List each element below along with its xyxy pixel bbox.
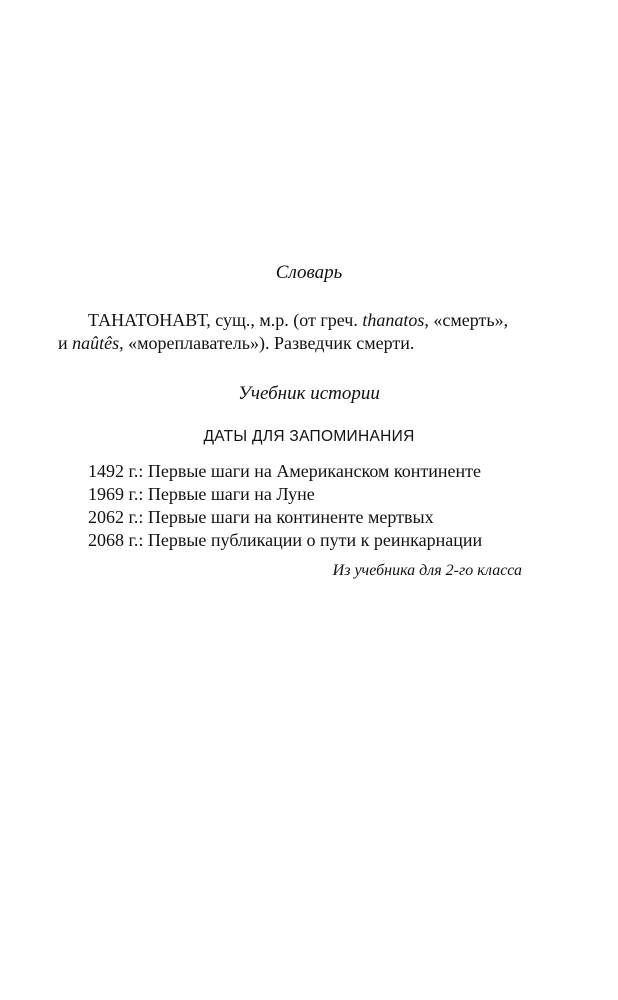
date-entry: 2062 г.: Первые шаги на континенте мертвых xyxy=(88,507,434,527)
history-heading: Учебник истории xyxy=(238,383,380,404)
greek-term-thanatos: thanatos xyxy=(362,310,425,330)
definition-text: ТАНАТОНАВТ, сущ., м.р. (от греч. xyxy=(88,310,363,330)
definition-line-2 xyxy=(58,333,414,354)
dates-list xyxy=(88,460,482,552)
dates-subheading: ДАТЫ ДЛЯ ЗАПОМИНАНИЯ xyxy=(203,428,415,445)
definition-text: , «смерть», xyxy=(424,310,509,330)
dictionary-heading: Словарь xyxy=(275,262,343,283)
definition-text: , «мореплаватель»). Разведчик смерти. xyxy=(119,333,415,353)
source-attribution: Из учебника для 2-го класса xyxy=(332,562,522,579)
definition-line-1 xyxy=(88,310,508,331)
date-entry: 1492 г.: Первые шаги на Американском континенте xyxy=(88,461,481,481)
date-entry: 2068 г.: Первые публикации о пути к реинкарнации xyxy=(88,530,483,550)
definition-text: и xyxy=(58,333,73,353)
greek-term-nautes: naûtês xyxy=(72,333,120,353)
date-entry: 1969 г.: Первые шаги на Луне xyxy=(88,484,315,504)
